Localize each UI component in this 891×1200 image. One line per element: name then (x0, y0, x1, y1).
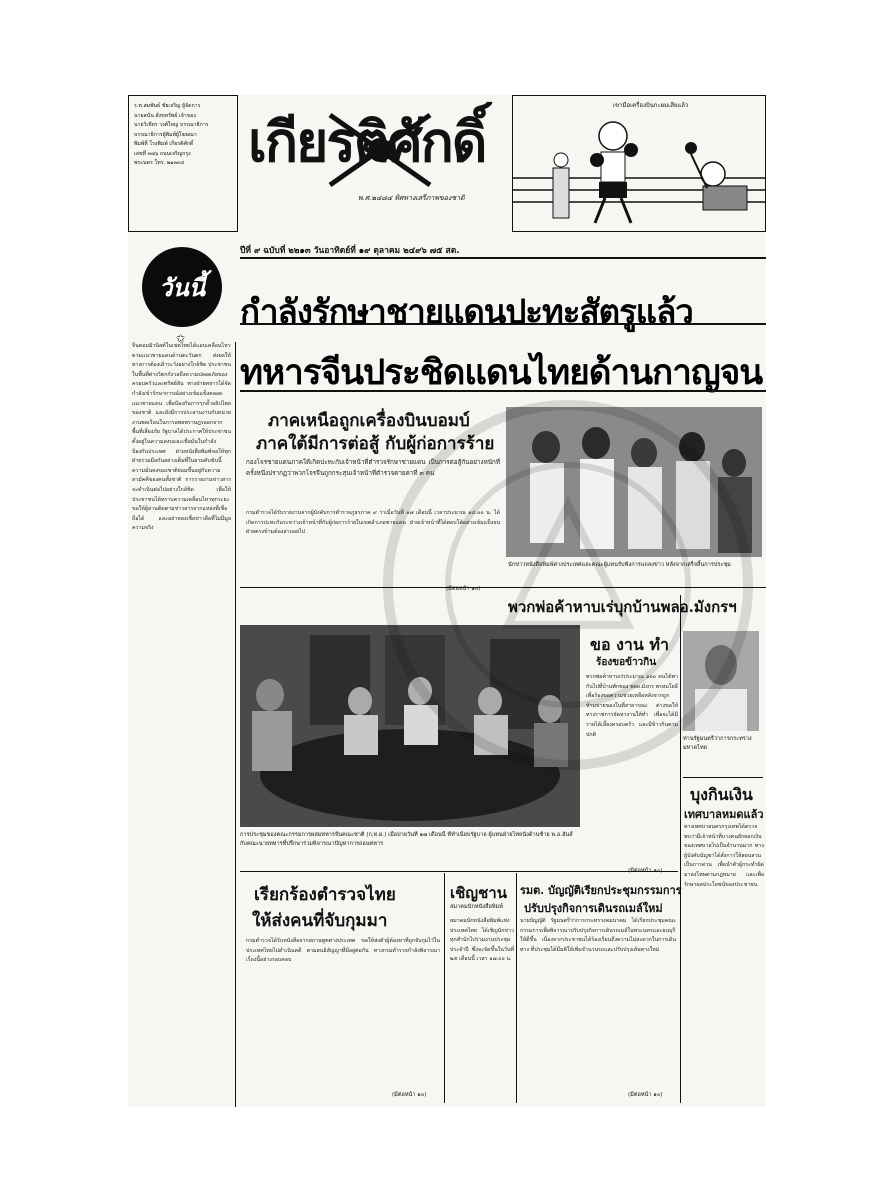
photo2-caption: การประชุมของคณะกรรมการผสมทหารจีนคณะชาติ (ก.ท.ผ.) เมื่อบ่ายวันที่ ๑๗ เดือนนี้ ที่ทำเนียบรัฐบาล ผู้แทนฝ่ายไทยนั่งด้านซ้าย พ.อ.ฮันส์ กับคณะนายทหารที่ปรึกษาร่วมพิจารณาปัญหาการถอนทหาร (240, 832, 573, 847)
story1-continued: (มีต่อหน้า ๑๐) (446, 586, 481, 592)
wanni-body: จีนคอมมิวนิสต์ในเขตไทยได้แอบเคลื่อนไหวตามแนวชายแดนด้านตะวันตก ส่งผลให้ทางการต้องเฝ้าระวังอย่างใกล้ชิด ประชาชนในพื้นที่ต่างวิตกกังวลถึงความปลอดภัยของครอบครัวและทรัพย์สิน ทางฝ่ายทหารได้จัดกำลังเข้ารักษาการณ์อย่างเข้มแข็งตลอดแนวชายแดน เพื่อป้องกันการรุกล้ำอธิปไตยของชาติ และยังมีการประสานงานกับหน่วยงานพลเรือนในการอพยพราษฎรออกจากพื้นที่เสี่ยงภัย รัฐบาลได้ประกาศให้ประชาชนตั้งอยู่ในความสงบและเชื่อมั่นในกำลังป้องกันประเทศ ฝ่ายหนังสือพิมพ์ขอให้ทุกฝ่ายร่วมมือกันอย่างเต็มที่ในยามคับขันนี้ ความมั่นคงของชาติย่อมขึ้นอยู่กับความสามัคคีของคนทั้งชาติ การรายงานข่าวสารจะดำเนินต่อไปอย่างใกล้ชิด เพื่อให้ประชาชนได้ทราบความเคลื่อนไหวทุกระยะ ขอให้ผู้อ่านติดตามข่าวสารจากแหล่งที่เชื่อถือได้ และอย่าหลงเชื่อข่าวลือที่ไม่มีมูลความจริง (132, 343, 231, 532)
cartoon-caption: เขามือเครื่องบินกะผมเสียแล้ว (613, 102, 689, 109)
photo1-caption: นักข่าวหนังสือพิมพ์ต่างประเทศและคณะผู้แทนรับฟังการแถลงข่าว หลังจากเสร็จสิ้นการประชุม (508, 562, 731, 568)
meeting-photo (240, 625, 580, 827)
section-divider (240, 871, 678, 872)
cartoon-panel (512, 95, 766, 232)
police-story-body: กรมตำรวจได้รับหนังสือจากสถานทูตต่างประเทศ ขอให้ส่งตัวผู้ต้องหาที่ถูกจับกุมไว้ในประเทศไทยไปดำเนินคดี ตามสนธิสัญญาที่มีอยู่ต่อกัน ทางกรมตำรวจกำลังพิจารณาเรื่องนี้อย่างรอบคอบ (246, 938, 440, 964)
bus-story-headline: รมต. บัญญัติเรียกประชุมกรรมการ (520, 884, 682, 897)
invite-story-body: สมาคมนักหนังสือพิมพ์แห่งประเทศไทย ได้เชิญนักข่าวทุกสำนักไปร่วมงานประชุมประจำปี ซึ่งจะจัดขึ้นในวันที่ ๒๕ เดือนนี้ เวลา ๑๗.๐๐ น. (450, 918, 514, 963)
headline-divider (240, 390, 766, 392)
credits-line: พระนคร โทร. ๒๑๓๓๔ (134, 160, 185, 166)
today-badge: วันนี้ (142, 247, 222, 327)
main-headline: กำลังรักษาชายแดนปะทะสัตรูแล้ว (240, 292, 693, 331)
left-column (128, 342, 236, 1107)
police-story-headline: เรียกร้องตำรวจไทย (254, 885, 396, 905)
police-story-continued: (มีต่อหน้า ๑๐) (392, 1092, 427, 1098)
column-divider (516, 873, 517, 1103)
masthead (240, 97, 508, 227)
story1-headline: ภาคเหนือถูกเครื่องบินบอมบ์ (268, 411, 470, 431)
story1-body: กรมตำรวจได้รับรายงานจากผู้บังคับการตำรวจภูธรภาค ๙ ว่าเมื่อวันที่ ๑๗ เดือนนี้ เวลาประมาณ ๑๔.๐๐ น. ได้เกิดการปะทะกันระหว่างเจ้าหน้าที่กับผู้ก่อการร้ายในเขตอำเภอชายแดน ฝ่ายเจ้าหน้าที่ได้ตอบโต้อย่างเข้มแข็งจนฝ่ายตรงข้ามต้องล่าถอยไป (246, 510, 500, 536)
bus-story-continued: (มีต่อหน้า ๑๐) (628, 1092, 663, 1098)
credits-line: พิมพ์ที่ โรงพิมพ์ เกียรติศักดิ์ (134, 141, 194, 147)
masthead-title: เกียรติศักดิ์ (248, 109, 486, 174)
news-photo-meeting (240, 625, 580, 827)
star-icon: ✩ (176, 332, 186, 345)
credits-line: เลขที่ ๓๗๖ ถนนเจริญกรุง (134, 150, 191, 157)
portrait-photo (683, 631, 759, 731)
issue-line: ปีที่ ๙ ฉบับที่ ๒๒๑๓ วันอาทิตย์ที่ ๑๙ ตุลาคม ๒๔๙๖ ๗๕ สต. (240, 243, 766, 259)
police-story-subheadline: ให้ส่งคนที่จับกุมมา (252, 911, 388, 931)
credits-line: นายสนั่น สังขทรัพย์ เจ้าของ (134, 112, 196, 119)
money-story-headline: บุงกินเงิน (690, 785, 753, 804)
bus-story-body: นายบัญญัติ รัฐมนตรีว่าการกระทรวงคมนาคม ได้เรียกประชุมคณะกรรมการเพื่อพิจารณาปรับปรุงกิจการเดินรถเมล์ในพระนครและธนบุรีให้ดีขึ้น เนื่องจากประชาชนได้ร้องเรียนถึงความไม่สะดวกในการเดินทาง ที่ประชุมได้มีมติให้เพิ่มจำนวนรถและปรับปรุงเส้นทางใหม่ (520, 918, 676, 953)
second-headline: ทหารจีนประชิดแดนไทยด้านกาญจน (240, 352, 763, 393)
boxing-cartoon-illustration (513, 108, 765, 230)
credits-line: ร.ท.สมพันธ์ ชัยเจริญ ผู้จัดการ (134, 103, 201, 109)
side-story-headline: ขอ งาน ทำ (590, 635, 669, 654)
story1-lead: กองโจรชายแดนภาคใต้เกิดปะทะกับเจ้าหน้าที่ตำรวจรักษาชายแดน เป็นการต่อสู้กันอย่างหนักที่ครั้งหนึ่งปรากฏว่าพวกโจรจีนถูกกระสุนเจ้าหน้าที่ตำรวจตายคาที่ ๓ คน (246, 459, 500, 477)
credits-line: นายวิเชียร วงศ์ใหญ่ บรรณาธิการ (134, 122, 209, 128)
press-crowd-photo (506, 407, 762, 557)
column-divider (680, 595, 681, 1103)
money-story-subheadline: เทศบาลหมดแล้ว (684, 808, 764, 821)
side-story-body: พวกพ่อค้าหาบเร่ประมาณ ๑๐๐ คนได้พากันไปที่บ้านพักของ พลอ.มังกร พรหมโยธี เพื่อร้องขอความช่วยเหลือหลังจากถูกห้ามขายของในที่สาธารณะ ต่างขอให้ทางราชการจัดหางานให้ทำ เพื่อจะได้มีรายได้เลี้ยงครอบครัว และมีข้าวกินตามปกติ (586, 674, 678, 738)
column-divider (444, 873, 445, 1103)
story1-subheadline: ภาคใต้มีการต่อสู้ กับผู้ก่อการร้าย (256, 434, 495, 454)
section-divider (683, 777, 763, 778)
news-photo-press (506, 407, 762, 557)
side-story-subheadline: ร้องขอข้าวกิน (596, 657, 657, 668)
section-divider (240, 587, 766, 588)
side-story-continued: (มีต่อหน้า ๑๐) (628, 868, 663, 874)
portrait-caption: ท่านรัฐมนตรีว่าการกระทรวงมหาดไทย (683, 736, 752, 751)
official-portrait (683, 631, 759, 731)
masthead-motto: พ.ศ.๒๔๘๔ ทิศทางเสรีภาพของชาติ (358, 194, 465, 202)
bus-story-subheadline: ปรับปรุงกิจการเดินรถเมล์ใหม่ (524, 902, 663, 915)
credits-box (128, 95, 238, 232)
invite-story-subheadline: สมาคมนักหนังสือพิมพ์ (450, 904, 503, 910)
invite-story-headline: เชิญชาน (450, 884, 507, 902)
money-story-body: ทางเทศบาลนครกรุงเทพได้ตรวจพบว่ามีเจ้าหน้าที่บางคนยักยอกเงินของเทศบาลไปเป็นจำนวนมาก ทางผู้บังคับบัญชาได้สั่งการให้สอบสวนเป็นการด่วน เพื่อนำตัวผู้กระทำผิดมาลงโทษตามกฎหมาย และเพื่อรักษาผลประโยชน์ของประชาชน (684, 824, 764, 888)
credits-line: บรรณาธิการผู้พิมพ์ผู้โฆษณา (134, 131, 197, 138)
newspaper-front-page (128, 95, 766, 1107)
headline-divider (240, 323, 766, 325)
side-headline: พวกพ่อค้าหาบเร่บุกบ้านพลอ.มังกรฯ (508, 598, 737, 616)
